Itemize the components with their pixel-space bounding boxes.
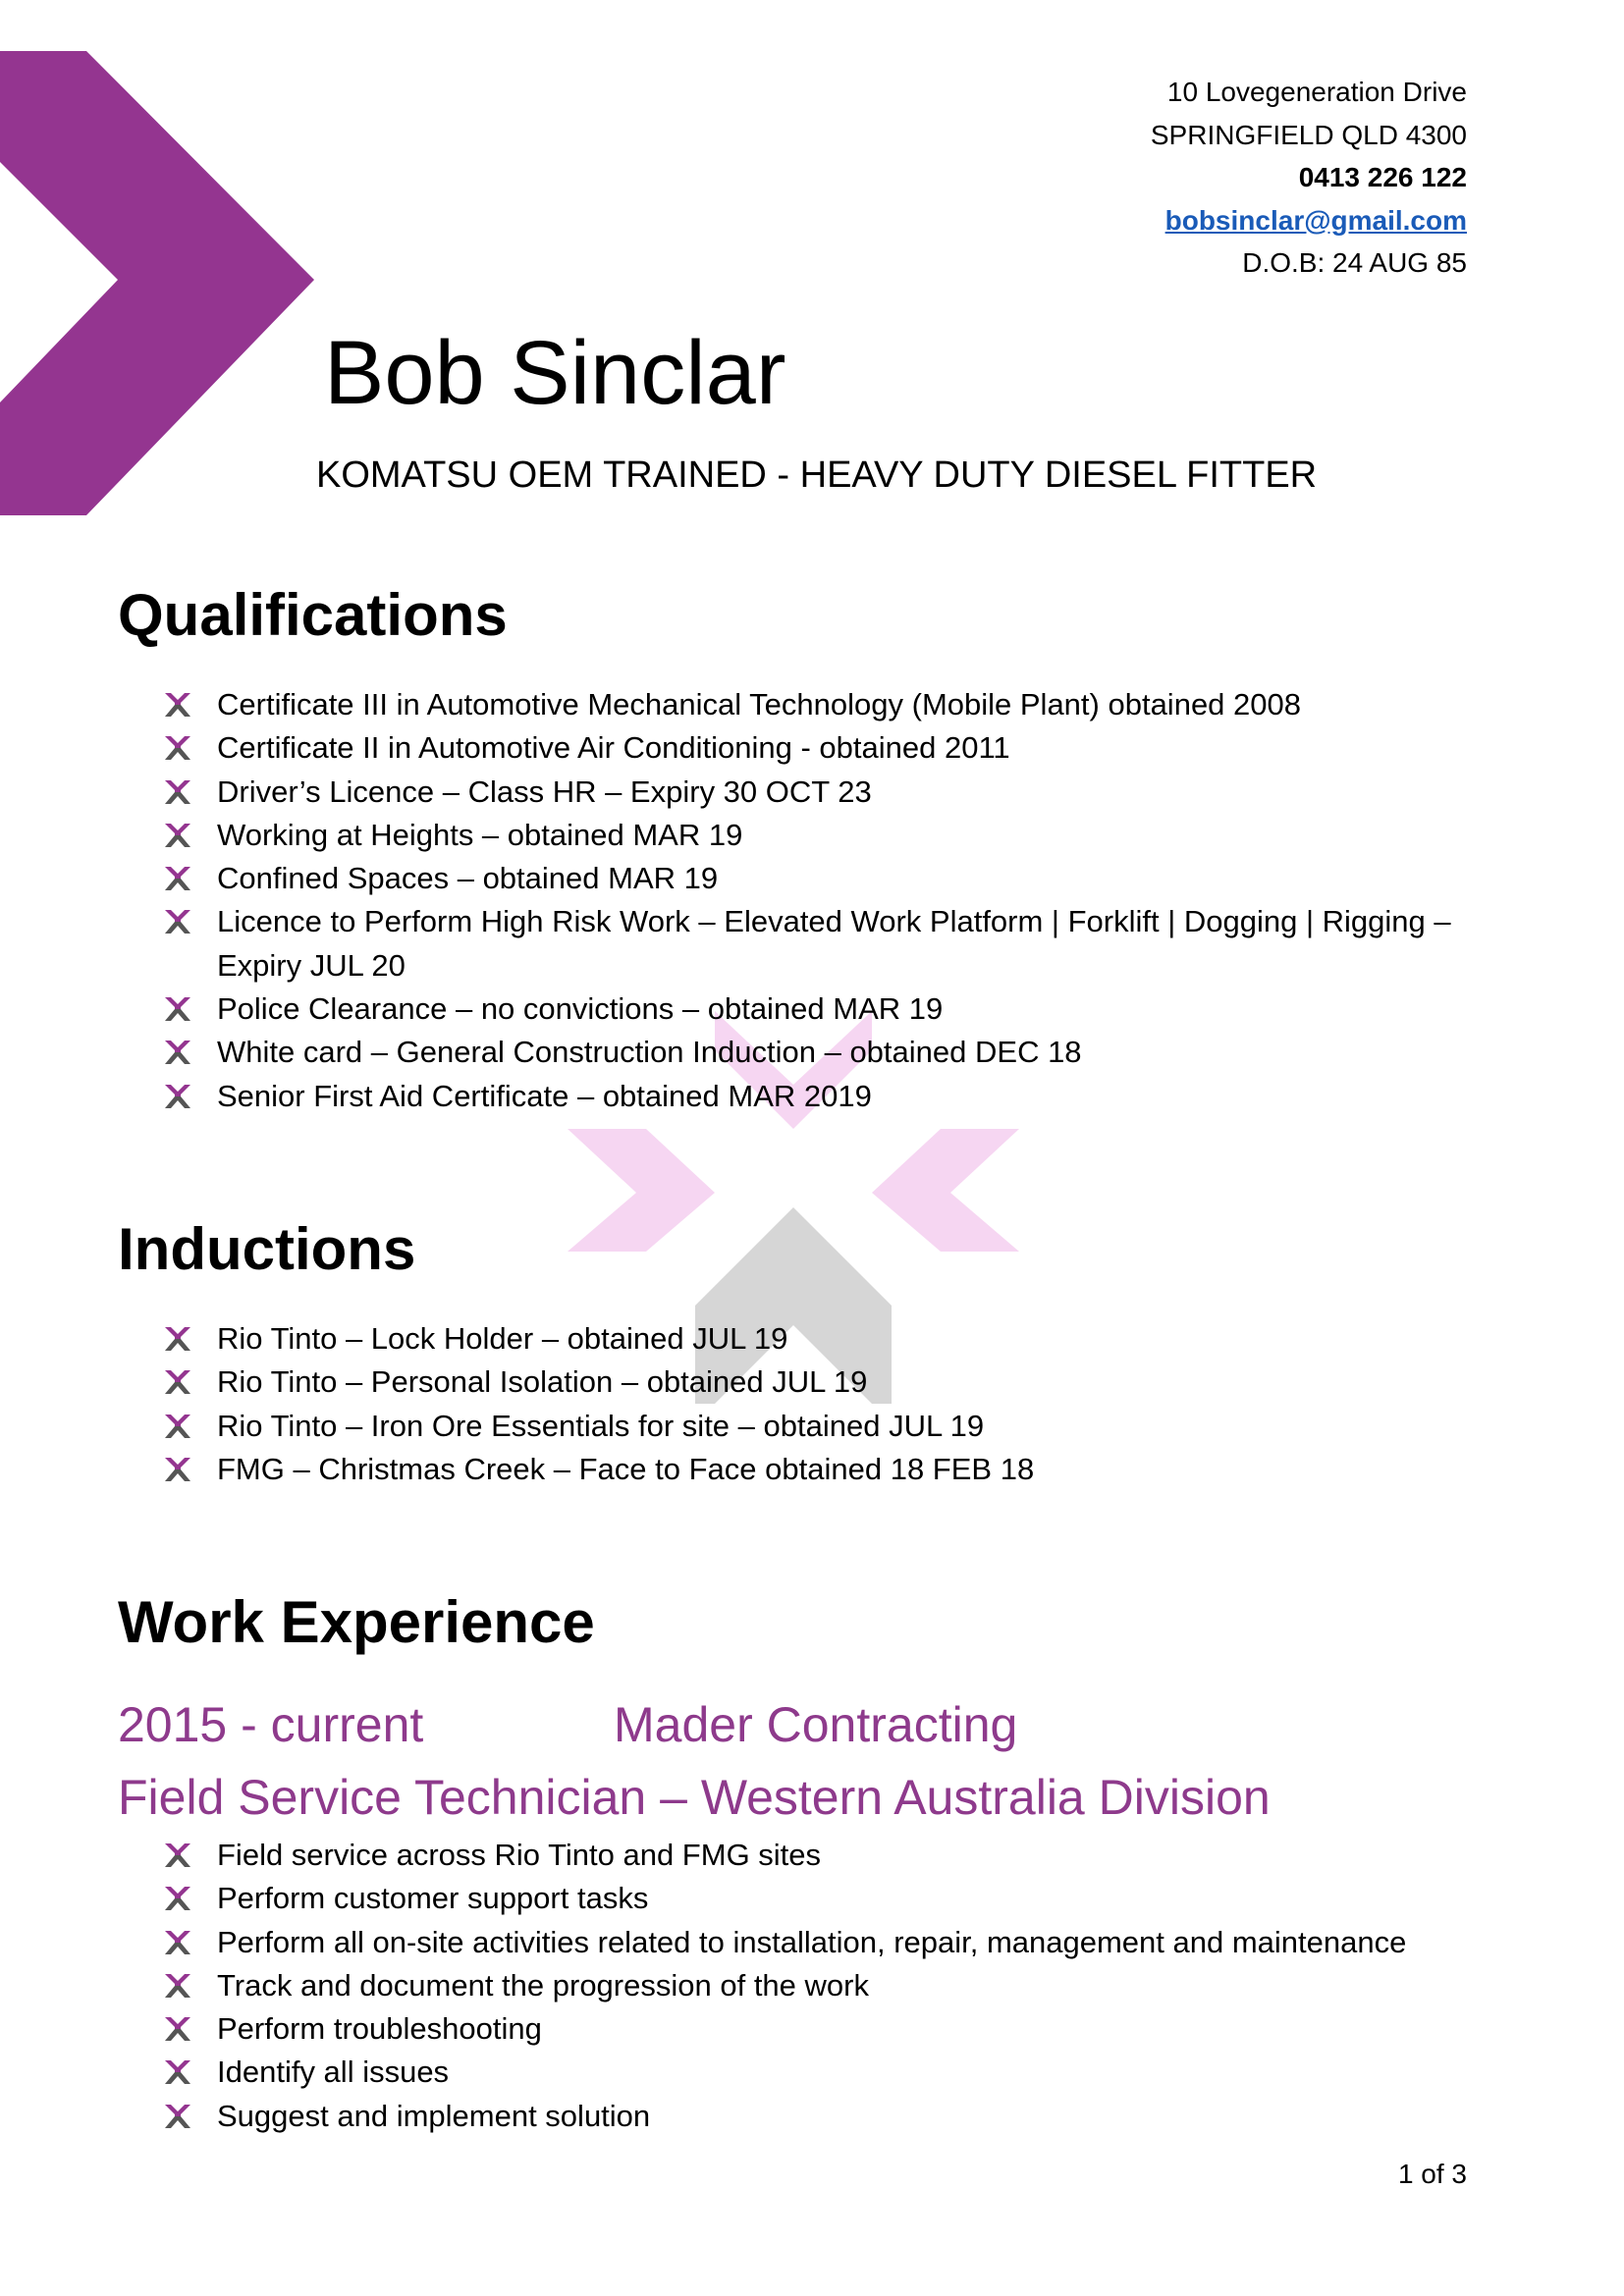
list-item [163, 2007, 1469, 2051]
list-item-text: Police Clearance – no convictions – obtained MAR 19 [217, 991, 944, 1027]
list-item-text: Perform customer support tasks [217, 1881, 649, 1916]
list-item-text: Driver’s Licence – Class HR – Expiry 30 OCT 23 [217, 774, 872, 809]
x-bullet-icon [163, 1840, 192, 1869]
list-item [163, 1834, 1469, 1877]
list-item-text: Working at Heights – obtained MAR 19 [217, 817, 743, 852]
list-item [163, 1877, 1469, 1920]
candidate-name: Bob Sinclar [324, 323, 786, 423]
address-line-2: SPRINGFIELD QLD 4300 [1150, 119, 1467, 150]
list-item [163, 1964, 1469, 2007]
x-bullet-icon [163, 732, 192, 762]
list-item-text: Rio Tinto – Iron Ore Essentials for site – obtained JUL 19 [217, 1408, 985, 1443]
list-item [163, 1361, 1469, 1404]
x-bullet-icon [163, 1037, 192, 1066]
x-bullet-icon [163, 1081, 192, 1110]
job-duties-list [163, 1834, 1469, 2138]
job-title: Field Service Technician – Western Australia Division [118, 1770, 1271, 1825]
x-bullet-icon [163, 863, 192, 892]
x-bullet-icon [163, 1366, 192, 1396]
list-item [163, 771, 1469, 814]
phone-number: 0413 226 122 [1298, 162, 1467, 192]
x-bullet-icon [163, 689, 192, 719]
list-item-text: Certificate III in Automotive Mechanical Technology (Mobile Plant) obtained 2008 [217, 687, 1301, 721]
address-line-1: 10 Lovegeneration Drive [1166, 77, 1467, 107]
list-item-text: Suggest and implement solution [217, 2098, 651, 2133]
contact-block [1151, 71, 1467, 285]
date-of-birth: D.O.B: 24 AUG 85 [1242, 247, 1467, 278]
job-years: 2015 - current [118, 1697, 424, 1752]
email-link[interactable]: bobsinclar@gmail.com [1164, 204, 1467, 236]
x-bullet-icon [163, 1970, 192, 2000]
list-item-text: Identify all issues [217, 2055, 450, 2090]
list-item-text: White card – General Construction Induction – obtained DEC 18 [217, 1035, 1082, 1070]
list-item [163, 988, 1469, 1031]
list-item-text: Rio Tinto – Personal Isolation – obtained JUL 19 [217, 1364, 868, 1400]
x-bullet-icon [163, 2056, 192, 2086]
x-bullet-icon [163, 776, 192, 806]
list-item [163, 683, 1469, 726]
x-bullet-icon [163, 820, 192, 849]
list-item [163, 2095, 1469, 2138]
list-item [163, 2051, 1469, 2094]
list-item [163, 726, 1469, 770]
inductions-heading: Inductions [118, 1216, 416, 1282]
list-item-text: Perform troubleshooting [217, 2011, 542, 2047]
x-bullet-icon [163, 2101, 192, 2130]
x-bullet-icon [163, 2013, 192, 2043]
inductions-list [163, 1317, 1469, 1491]
list-item-text: Licence to Perform High Risk Work – Elevated Work Platform | Forklift | Dogging | Rigging – Expiry JUL 20 [217, 904, 1451, 983]
job-company: Mader Contracting [614, 1697, 1018, 1752]
list-item [163, 1317, 1469, 1361]
list-item [163, 900, 1469, 988]
list-item-text: Senior First Aid Certificate – obtained MAR 2019 [217, 1078, 872, 1113]
x-bullet-icon [163, 1323, 192, 1353]
x-bullet-icon [163, 1927, 192, 1956]
x-bullet-icon [163, 1454, 192, 1483]
list-item-text: Track and document the progression of the work [217, 1967, 869, 2002]
x-bullet-icon [163, 906, 192, 935]
list-item-text: Perform all on-site activities related to installation, repair, management and maintenance [217, 1924, 1407, 1959]
list-item [163, 1075, 1469, 1118]
x-bullet-icon [163, 993, 192, 1023]
list-item-text: Field service across Rio Tinto and FMG sites [217, 1838, 822, 1872]
list-item [163, 1448, 1469, 1491]
list-item-text: FMG – Christmas Creek – Face to Face obtained 18 FEB 18 [217, 1451, 1035, 1486]
list-item-text: Certificate II in Automotive Air Conditioning - obtained 2011 [217, 730, 1010, 766]
page-number: 1 of 3 [1397, 2159, 1467, 2189]
list-item-text: Confined Spaces – obtained MAR 19 [217, 861, 719, 896]
qualifications-list [163, 683, 1469, 1118]
list-item [163, 1031, 1469, 1074]
x-bullet-icon [163, 1883, 192, 1912]
qualifications-heading: Qualifications [118, 582, 508, 648]
list-item-text: Rio Tinto – Lock Holder – obtained JUL 19 [217, 1321, 788, 1356]
list-item [163, 857, 1469, 900]
list-item [163, 1405, 1469, 1448]
work-experience-heading: Work Experience [118, 1589, 595, 1655]
list-item [163, 1921, 1469, 1964]
x-bullet-icon [163, 1411, 192, 1440]
list-item [163, 814, 1469, 857]
purple-chevron-decoration [0, 0, 324, 520]
candidate-role: KOMATSU OEM TRAINED - HEAVY DUTY DIESEL FITTER [316, 454, 1318, 496]
